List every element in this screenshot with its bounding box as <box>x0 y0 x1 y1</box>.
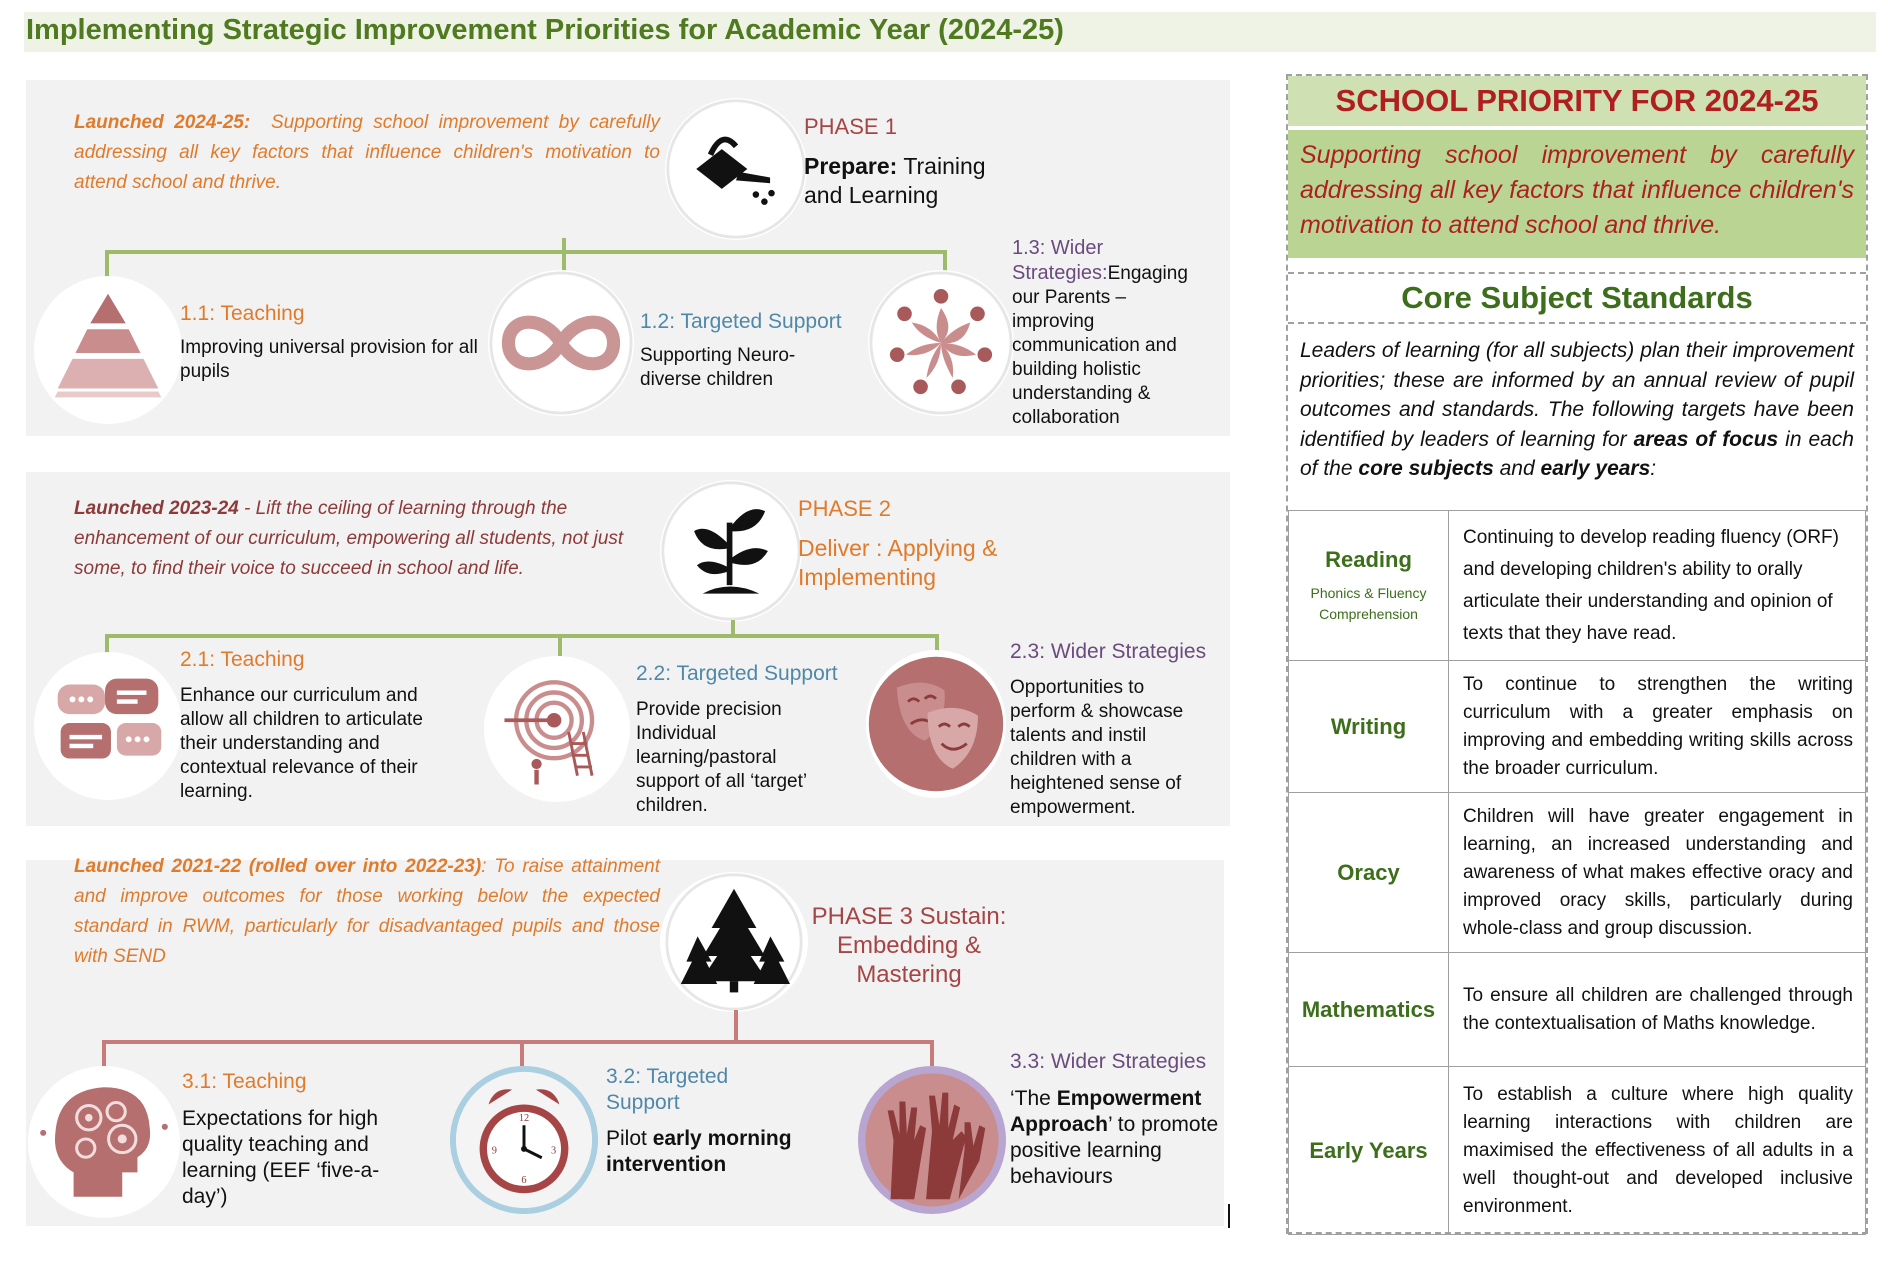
item-2-3-body: Opportunities to perform & showcase talents and instil children with a heightened sense of empowerment. <box>1010 677 1184 818</box>
phase3-label-rest: Sustain: <box>919 903 1007 930</box>
phase1-subtitle: Prepare: Training and Learning <box>804 153 986 208</box>
svg-text:12: 12 <box>518 1112 530 1124</box>
phase2-connector <box>105 634 109 654</box>
subject-cell <box>1289 1067 1449 1235</box>
school-priority-heading: SCHOOL PRIORITY FOR 2024-25 <box>1288 76 1866 126</box>
phase3-connector <box>734 1010 738 1040</box>
phase3-connector <box>102 1040 934 1044</box>
table-row <box>1289 953 1866 1067</box>
head-gears-icon <box>28 1066 180 1218</box>
subject-description: Children will have greater engagement in learning, an increased understanding and awareness of what makes effective oracy and improved oracy skills, particularly during whole-class and group discussion. <box>1449 793 1866 953</box>
phase2-launch-text: Launched 2023-24 - Lift the ceiling of learning through the enhancement of our curriculum, empowering all students, not just some, to find their voice to succeed in school and life. <box>74 498 624 579</box>
subject-name: Early Years <box>1309 1137 1428 1163</box>
phase1-connector <box>105 250 947 254</box>
item-1-1-body: Improving universal provision for all pupils <box>180 337 478 382</box>
phase3-subtitle: Embedding & Mastering <box>836 932 982 988</box>
raised-hands-icon <box>858 1066 1006 1214</box>
core-subjects-table <box>1288 510 1866 1235</box>
phase1-connector <box>562 238 566 250</box>
table-row <box>1289 661 1866 793</box>
phase3-connector <box>930 1040 934 1066</box>
item-2-1-body: Enhance our curriculum and allow all children to articulate their understanding and contextual relevance of their learning. <box>180 685 423 802</box>
page-title: Implementing Strategic Improvement Priorities for Academic Year (2024-25) <box>26 14 1064 46</box>
phase3-label: PHASE 3 <box>811 903 913 930</box>
theatre-masks-icon <box>866 650 1006 798</box>
sprouting-plant-icon <box>660 480 802 622</box>
subject-name: Reading <box>1325 546 1412 572</box>
svg-text:6: 6 <box>521 1174 527 1186</box>
forest-trees-icon <box>660 872 808 1012</box>
subject-description: To continue to strengthen the writing curriculum with a greater emphasis on improving and embedding writing skills across the broader curriculum. <box>1449 661 1866 793</box>
table-row <box>1289 793 1866 953</box>
phase3-launch-text: Launched 2021-22 (rolled over into 2022-23): To raise attainment and improve outcomes for those working below the expected standard in RWM, particularly for disadvantaged pupils and those with SEND <box>74 856 660 967</box>
item-2-3-heading: 2.3: Wider Strategies <box>1010 640 1207 663</box>
item-1-3-text <box>1012 236 1212 430</box>
item-3-1-body: Expectations for high quality teaching and learning (EEF ‘five-a-day’) <box>182 1107 380 1208</box>
phase1-launch-text: Launched 2024-25: Supporting school improvement by carefully addressing all key factors that influence children's motivation to attend school and thrive. <box>74 112 660 193</box>
core-subjects-intro: Leaders of learning (for all subjects) plan their improvement priorities; these are informed by an annual review of pupil outcomes and standards. The following targets have been identified by leaders of learning for areas of focus in each of the core subjects and early years: <box>1300 339 1854 480</box>
core-subjects-heading: Core Subject Standards <box>1288 272 1866 324</box>
svg-text:3: 3 <box>551 1145 557 1157</box>
subject-cell <box>1289 511 1449 661</box>
subject-meta: Comprehension <box>1319 605 1418 622</box>
speech-bubbles-icon <box>34 652 182 800</box>
subject-description: To establish a culture where high quality learning interactions with children are maximised the effectiveness of all adults in a well thought-out and developed inclusive environment. <box>1449 1067 1866 1235</box>
item-2-2-body: Provide precision Individual learning/pastoral support of all ‘target’ children. <box>636 699 807 816</box>
item-1-2-heading: 1.2: Targeted Support <box>640 310 842 333</box>
phase3-title <box>806 902 1012 989</box>
subject-meta: Phonics & Fluency <box>1310 584 1427 601</box>
subject-name: Mathematics <box>1301 996 1436 1022</box>
item-3-2-body: Pilot early morning intervention <box>606 1127 792 1176</box>
subject-cell <box>1289 793 1449 953</box>
svg-text:9: 9 <box>491 1145 497 1157</box>
phase2-connector <box>558 634 562 656</box>
infinity-icon <box>488 270 634 416</box>
phase2-subtitle: Deliver : Applying & Implementing <box>798 535 998 590</box>
phase2-label: PHASE 2 <box>798 496 891 521</box>
item-2-2-heading: 2.2: Targeted Support <box>636 662 838 685</box>
target-icon <box>484 656 630 802</box>
table-row <box>1289 1067 1866 1235</box>
phase2-connector <box>731 620 735 634</box>
subject-cell <box>1289 661 1449 793</box>
school-priority-text: Supporting school improvement by carefully addressing all key factors that influence children's motivation to attend school and thrive. <box>1288 130 1866 258</box>
subject-cell <box>1289 953 1449 1067</box>
alarm-clock-icon <box>450 1066 598 1214</box>
item-3-2-heading: 3.2: Targeted Support <box>606 1065 729 1114</box>
subject-name: Writing <box>1330 713 1407 739</box>
phase1-label: PHASE 1 <box>804 114 897 139</box>
text-cursor <box>1228 1204 1230 1228</box>
phase2-connector <box>105 634 939 638</box>
subject-description: To ensure all children are challenged through the contextualisation of Maths knowledge. <box>1449 953 1866 1067</box>
item-3-1-heading: 3.1: Teaching <box>182 1070 307 1093</box>
item-1-1-heading: 1.1: Teaching <box>180 302 305 325</box>
subject-name: Oracy <box>1337 859 1400 885</box>
pyramid-icon <box>34 276 182 424</box>
item-1-2-body: Supporting Neuro-diverse children <box>640 345 796 390</box>
item-3-3-body: ‘The Empowerment Approach’ to promote positive learning behaviours <box>1010 1087 1219 1188</box>
item-3-3-heading: 3.3: Wider Strategies <box>1010 1050 1207 1073</box>
watering-can-icon <box>665 98 807 240</box>
item-2-1-heading: 2.1: Teaching <box>180 648 305 671</box>
phase3-connector <box>520 1040 524 1066</box>
item-1-3-body: Engaging our Parents – improving communication and building holistic understanding & collaboration <box>1012 263 1188 428</box>
table-row <box>1289 511 1866 661</box>
subject-description: Continuing to develop reading fluency (ORF) and developing children's ability to orally articulate their understanding and opinion of texts that they have read. <box>1449 511 1866 661</box>
item-1-3-heading: 1.3: Wider Strategies: <box>1012 237 1108 284</box>
community-circle-icon <box>868 270 1014 416</box>
